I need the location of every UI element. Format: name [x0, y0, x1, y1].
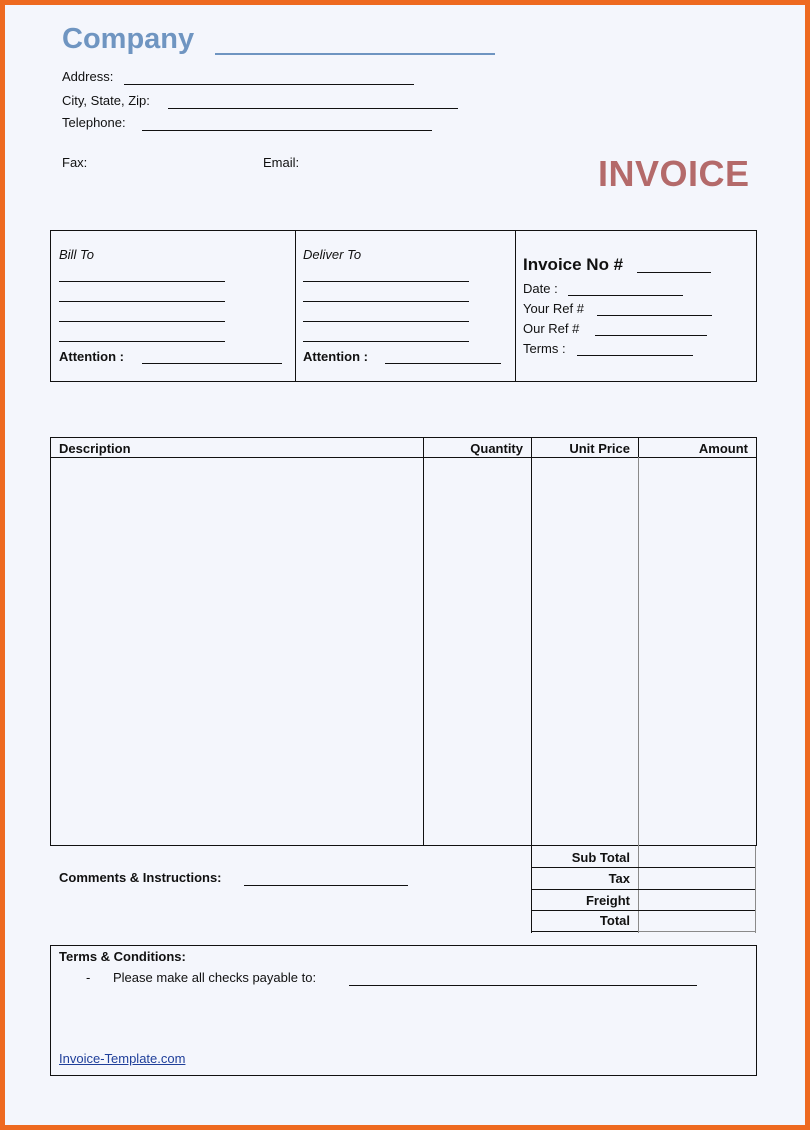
total-label: Total [599, 913, 630, 928]
terms-heading: Terms & Conditions: [59, 949, 186, 964]
checks-payable-label: Please make all checks payable to: [113, 970, 317, 985]
column-header-description: Description [59, 441, 131, 456]
totals-divider [531, 931, 638, 932]
bill-to-line-4[interactable] [59, 341, 225, 342]
invoice-template-link[interactable]: Invoice-Template.com [59, 1051, 186, 1066]
totals-right-border [755, 846, 756, 933]
fax-label: Fax: [62, 155, 88, 170]
totals-divider [531, 867, 755, 868]
city-state-zip-field[interactable] [168, 108, 458, 109]
subtotal-label: Sub Total [571, 850, 630, 865]
totals-divider [531, 910, 755, 911]
items-table [50, 437, 757, 846]
totals-divider [638, 931, 755, 932]
comments-field[interactable] [244, 885, 408, 886]
our-ref-field[interactable] [595, 335, 707, 336]
deliver-to-line-3[interactable] [303, 321, 469, 322]
date-field[interactable] [568, 295, 683, 296]
divider [295, 230, 296, 382]
terms-label: Terms : [523, 341, 566, 356]
column-divider [423, 437, 424, 846]
email-label: Email: [263, 155, 300, 170]
column-header-quantity: Quantity [470, 441, 523, 456]
address-label: Address: [62, 69, 114, 84]
your-ref-field[interactable] [597, 315, 712, 316]
comments-label: Comments & Instructions: [59, 870, 222, 885]
deliver-to-attention-field[interactable] [385, 363, 501, 364]
company-name: Company [62, 23, 195, 55]
bill-to-attention-field[interactable] [142, 363, 282, 364]
telephone-field[interactable] [142, 130, 432, 131]
our-ref-label: Our Ref # [523, 321, 580, 336]
address-info-box [50, 230, 757, 382]
city-state-zip-label: City, State, Zip: [62, 93, 150, 108]
bill-to-line-3[interactable] [59, 321, 225, 322]
checks-payable-field[interactable] [349, 985, 697, 986]
deliver-to-attention-label: Attention : [303, 349, 368, 364]
divider [515, 230, 516, 382]
freight-label: Freight [585, 893, 630, 908]
deliver-to-line-4[interactable] [303, 341, 469, 342]
date-label: Date : [523, 281, 558, 296]
terms-field[interactable] [577, 355, 693, 356]
terms-bullet: - [86, 970, 91, 985]
bill-to-line-2[interactable] [59, 301, 225, 302]
column-header-amount: Amount [698, 441, 748, 456]
invoice-page [5, 5, 805, 1125]
invoice-no-field[interactable] [637, 272, 711, 273]
bill-to-heading: Bill To [59, 247, 94, 262]
bill-to-line-1[interactable] [59, 281, 225, 282]
tax-label: Tax [608, 871, 630, 886]
column-divider [638, 457, 639, 933]
invoice-title: INVOICE [598, 153, 750, 194]
deliver-to-heading: Deliver To [303, 247, 362, 262]
totals-divider [531, 889, 755, 890]
bill-to-attention-label: Attention : [59, 349, 124, 364]
your-ref-label: Your Ref # [523, 301, 584, 316]
deliver-to-line-1[interactable] [303, 281, 469, 282]
invoice-no-label: Invoice No # [523, 255, 624, 274]
items-header-divider [50, 457, 757, 458]
company-name-line [215, 53, 495, 55]
deliver-to-line-2[interactable] [303, 301, 469, 302]
address-field[interactable] [124, 84, 414, 85]
telephone-label: Telephone: [62, 115, 126, 130]
column-divider [638, 437, 639, 457]
column-divider [531, 437, 532, 933]
column-header-unit-price: Unit Price [569, 441, 630, 456]
